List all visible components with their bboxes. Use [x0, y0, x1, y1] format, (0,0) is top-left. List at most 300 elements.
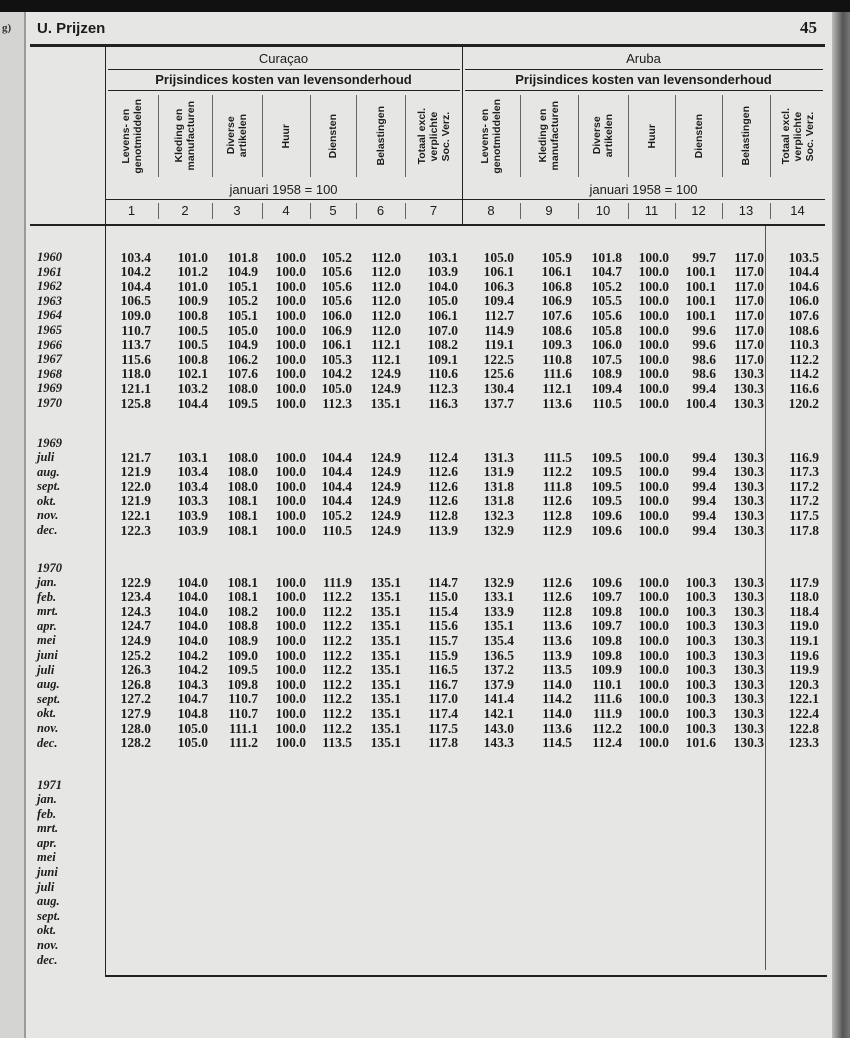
index-value: 100.8	[177, 351, 208, 367]
header-bottom-rule	[30, 224, 825, 226]
index-value: 117.5	[428, 720, 458, 736]
row-label: sept.	[37, 691, 61, 706]
index-value: 100.5	[177, 322, 208, 338]
row-label: dec.	[37, 523, 58, 537]
index-value: 121.1	[120, 380, 151, 396]
index-value: 116.6	[789, 380, 819, 396]
index-value: 104.0	[177, 574, 208, 590]
index-value: 130.3	[733, 720, 764, 736]
index-value: 122.1	[788, 691, 819, 707]
index-value: 100.0	[275, 589, 306, 605]
row-label: 1964	[37, 308, 62, 323]
table-row	[30, 479, 825, 494]
index-value: 130.3	[733, 676, 764, 692]
index-value: 106.0	[321, 307, 352, 323]
column-divider	[262, 95, 263, 177]
row-label: juli	[37, 662, 55, 677]
table-row	[30, 938, 105, 953]
index-value: 103.4	[177, 478, 208, 494]
index-value: 100.0	[275, 691, 306, 707]
index-value: 124.9	[370, 478, 401, 494]
table-row	[30, 821, 105, 836]
row-label: mei	[37, 850, 56, 865]
rule	[465, 90, 823, 91]
column-number: 9	[545, 203, 553, 218]
index-value: 123.3	[788, 735, 819, 751]
index-value: 100.0	[275, 522, 306, 538]
index-value: 109.1	[427, 351, 458, 367]
region-subtitle-curacao: Prijsindices kosten van levensonderhoud	[155, 72, 412, 87]
row-label: mrt.	[37, 604, 59, 619]
index-value: 105.2	[321, 507, 352, 523]
column-header-label: Huur	[280, 123, 292, 149]
row-label: jan.	[37, 792, 57, 806]
index-value: 112.2	[789, 351, 819, 367]
column-header	[212, 92, 262, 180]
index-value: 109.5	[591, 449, 622, 465]
index-value: 106.1	[321, 337, 352, 353]
index-value: 124.9	[370, 380, 401, 396]
index-value: 112.2	[322, 589, 352, 605]
page-number: 45	[800, 18, 817, 37]
index-value: 122.0	[120, 478, 151, 494]
index-value: 104.2	[321, 366, 352, 382]
index-value: 104.8	[177, 705, 208, 721]
index-value: 127.2	[120, 691, 151, 707]
index-value: 104.2	[177, 647, 208, 663]
index-value: 112.3	[428, 380, 458, 396]
index-value: 109.5	[591, 478, 622, 494]
index-value: 116.5	[428, 662, 458, 678]
year-heading: 1969	[37, 436, 62, 450]
column-number: 14	[790, 203, 805, 218]
column-header	[356, 92, 405, 180]
index-value: 121.9	[120, 493, 151, 509]
index-value: 100.0	[638, 249, 669, 265]
index-value: 105.8	[591, 322, 622, 338]
row-label: feb.	[37, 806, 57, 821]
index-value: 100.0	[275, 264, 306, 280]
index-value: 117.3	[789, 464, 819, 480]
index-value: 112.6	[428, 478, 458, 494]
index-value: 123.4	[120, 589, 151, 605]
index-value: 100.1	[685, 293, 716, 309]
index-value: 116.7	[428, 676, 458, 692]
index-value: 137.7	[483, 395, 514, 411]
index-value: 102.1	[177, 366, 208, 382]
index-value: 135.1	[370, 735, 401, 751]
column-header	[520, 92, 578, 180]
index-value: 108.1	[227, 574, 258, 590]
table-row	[30, 894, 105, 909]
index-value: 103.4	[120, 249, 151, 265]
row-label: 1961	[37, 264, 62, 279]
column-divider	[628, 95, 629, 177]
index-value: 103.9	[427, 264, 458, 280]
index-value: 110.7	[228, 705, 258, 721]
index-value: 108.0	[227, 478, 258, 494]
index-value: 100.0	[638, 603, 669, 619]
index-value: 124.9	[370, 507, 401, 523]
year-heading: 1971	[37, 778, 62, 792]
index-value: 115.6	[428, 618, 458, 634]
index-value: 112.7	[484, 307, 514, 323]
column-header-label: Diensten	[327, 113, 339, 159]
index-value: 109.8	[591, 632, 622, 648]
row-label: 1960	[37, 250, 62, 264]
column-divider	[770, 95, 771, 177]
index-value: 100.3	[685, 705, 716, 721]
index-value: 124.3	[120, 603, 151, 619]
index-value: 107.6	[788, 307, 819, 323]
index-value: 105.2	[227, 293, 258, 309]
index-value: 99.4	[692, 449, 716, 465]
index-value: 117.8	[789, 522, 819, 538]
index-value: 100.3	[685, 589, 716, 605]
index-value: 108.2	[427, 337, 458, 353]
previous-page-fragment: g)	[2, 22, 12, 34]
index-value: 108.0	[227, 464, 258, 480]
index-value: 114.0	[542, 705, 572, 721]
table-row	[30, 850, 105, 865]
index-value: 105.1	[227, 307, 258, 323]
index-value: 114.9	[484, 322, 514, 338]
index-value: 113.9	[428, 522, 458, 538]
index-value: 124.9	[370, 449, 401, 465]
column-number: 7	[429, 203, 438, 218]
index-value: 100.0	[638, 351, 669, 367]
index-value: 109.6	[591, 522, 622, 538]
index-value: 100.3	[685, 603, 716, 619]
index-value: 115.0	[428, 589, 458, 605]
base-period-label: januari 1958 = 100	[589, 182, 698, 197]
index-value: 111.6	[593, 691, 622, 707]
index-value: 100.4	[685, 395, 716, 411]
index-value: 124.9	[120, 632, 151, 648]
index-value: 117.5	[789, 507, 819, 523]
index-value: 135.1	[370, 395, 401, 411]
index-value: 108.6	[541, 322, 572, 338]
index-value: 99.6	[692, 337, 716, 353]
column-header	[105, 92, 158, 180]
index-value: 135.1	[370, 691, 401, 707]
index-value: 135.1	[370, 574, 401, 590]
index-value: 109.8	[591, 603, 622, 619]
index-value: 135.1	[370, 676, 401, 692]
index-value: 108.0	[227, 380, 258, 396]
column-number: 10	[595, 203, 611, 218]
index-value: 104.2	[120, 264, 151, 280]
index-value: 114.2	[542, 691, 572, 707]
table-row	[30, 352, 825, 367]
rule	[105, 199, 825, 200]
year-heading: 1970	[37, 561, 62, 575]
index-value: 112.1	[371, 351, 401, 367]
index-value: 116.3	[428, 395, 458, 411]
index-value: 100.0	[638, 478, 669, 494]
row-label: nov.	[37, 721, 59, 735]
index-value: 111.1	[229, 720, 258, 736]
table-row	[30, 692, 825, 707]
table-row	[30, 807, 105, 822]
row-label: 1963	[37, 293, 62, 308]
region-subtitle-aruba: Prijsindices kosten van levensonderhoud	[515, 72, 772, 87]
rule	[108, 90, 460, 91]
index-value: 109.4	[591, 380, 622, 396]
column-header-label: Levens- en genotmiddelen	[479, 98, 503, 174]
index-value: 128.2	[120, 735, 151, 751]
index-value: 101.0	[177, 278, 208, 294]
column-header	[405, 92, 462, 180]
index-value: 112.0	[371, 249, 401, 265]
index-value: 130.3	[733, 662, 764, 678]
index-value: 99.4	[692, 507, 716, 523]
index-value: 131.3	[483, 449, 514, 465]
index-value: 100.0	[275, 478, 306, 494]
index-value: 109.7	[591, 618, 622, 634]
index-value: 112.8	[428, 507, 458, 523]
index-value: 133.1	[483, 589, 514, 605]
row-label: 1967	[37, 352, 62, 367]
table-row	[30, 396, 825, 411]
index-value: 113.6	[542, 618, 572, 634]
column-number: 1	[127, 203, 136, 218]
index-value: 122.3	[120, 522, 151, 538]
index-value: 100.0	[638, 395, 669, 411]
row-label: feb.	[37, 589, 57, 604]
index-value: 143.3	[483, 735, 514, 751]
index-value: 112.2	[592, 720, 622, 736]
index-value: 103.4	[177, 464, 208, 480]
index-value: 130.3	[733, 647, 764, 663]
table-row	[30, 880, 105, 895]
index-value: 103.9	[177, 522, 208, 538]
table-row	[30, 338, 825, 353]
index-value: 130.3	[733, 522, 764, 538]
index-value: 105.6	[591, 307, 622, 323]
index-value: 100.1	[685, 264, 716, 280]
index-value: 104.4	[177, 395, 208, 411]
index-value: 100.5	[177, 337, 208, 353]
index-value: 100.0	[638, 676, 669, 692]
index-value: 109.9	[591, 662, 622, 678]
index-value: 118.0	[121, 366, 151, 382]
index-value: 100.0	[275, 307, 306, 323]
index-value: 131.9	[483, 464, 514, 480]
index-value: 104.2	[177, 662, 208, 678]
table-row	[30, 792, 105, 807]
index-value: 100.0	[275, 507, 306, 523]
index-value: 105.0	[177, 735, 208, 751]
index-value: 108.1	[227, 589, 258, 605]
index-value: 107.5	[591, 351, 622, 367]
index-value: 107.6	[227, 366, 258, 382]
table-row	[30, 575, 825, 590]
index-value: 100.0	[638, 493, 669, 509]
index-value: 100.3	[685, 632, 716, 648]
index-value: 108.9	[591, 366, 622, 382]
index-value: 135.1	[370, 589, 401, 605]
index-value: 141.4	[483, 691, 514, 707]
top-rule	[30, 44, 825, 47]
table-row	[30, 590, 825, 605]
index-value: 113.6	[542, 720, 572, 736]
index-value: 100.3	[685, 618, 716, 634]
row-label: okt.	[37, 493, 57, 508]
index-value: 124.9	[370, 493, 401, 509]
index-value: 106.9	[541, 293, 572, 309]
index-value: 99.4	[692, 478, 716, 494]
index-value: 112.0	[371, 278, 401, 294]
index-value: 112.6	[542, 574, 572, 590]
index-value: 126.8	[120, 676, 151, 692]
row-label: juli	[37, 450, 55, 464]
column-number: 8	[487, 203, 495, 218]
column-divider	[722, 95, 723, 177]
index-value: 125.8	[120, 395, 151, 411]
index-value: 100.0	[638, 264, 669, 280]
index-value: 109.6	[591, 574, 622, 590]
index-value: 112.6	[428, 464, 458, 480]
table-row	[30, 736, 825, 751]
index-value: 101.8	[591, 249, 622, 265]
index-value: 106.1	[483, 264, 514, 280]
column-divider	[356, 95, 357, 177]
index-value: 109.4	[483, 293, 514, 309]
index-value: 105.6	[321, 293, 352, 309]
index-value: 119.6	[789, 647, 819, 663]
row-label: nov.	[37, 508, 59, 523]
index-value: 130.3	[733, 574, 764, 590]
index-value: 114.0	[542, 676, 572, 692]
table-row	[30, 663, 825, 678]
index-value: 110.5	[592, 395, 622, 411]
column-header-label: Levens- en genotmiddelen	[119, 98, 144, 174]
row-label: 1966	[37, 337, 62, 352]
column-divider	[405, 95, 406, 177]
table-row	[30, 923, 105, 938]
index-value: 130.3	[733, 632, 764, 648]
index-value: 125.6	[483, 366, 514, 382]
index-value: 130.3	[733, 493, 764, 509]
table-row	[30, 450, 825, 465]
index-value: 100.0	[638, 589, 669, 605]
index-value: 100.0	[275, 322, 306, 338]
index-value: 135.1	[370, 618, 401, 634]
index-value: 117.0	[734, 264, 764, 280]
column-header	[462, 92, 520, 180]
index-value: 137.9	[483, 676, 514, 692]
index-value: 100.0	[638, 507, 669, 523]
table-row	[30, 721, 825, 736]
index-value: 112.2	[322, 720, 352, 736]
index-value: 99.4	[692, 464, 716, 480]
index-value: 111.8	[543, 478, 572, 494]
index-value: 117.0	[734, 351, 764, 367]
index-value: 113.6	[542, 632, 572, 648]
table-row	[30, 865, 105, 880]
index-value: 142.1	[483, 705, 514, 721]
index-value: 109.8	[591, 647, 622, 663]
index-value: 130.3	[733, 478, 764, 494]
index-value: 105.0	[321, 380, 352, 396]
index-value: 112.2	[322, 705, 352, 721]
table-row	[30, 836, 105, 851]
column-header	[628, 92, 675, 180]
index-value: 121.9	[120, 464, 151, 480]
index-value: 103.1	[427, 249, 458, 265]
index-value: 100.0	[638, 366, 669, 382]
index-value: 120.2	[788, 395, 819, 411]
column-header	[770, 92, 825, 180]
index-value: 120.3	[788, 676, 819, 692]
column-number: 5	[329, 203, 337, 218]
index-value: 135.1	[370, 603, 401, 619]
column-header-label: Diensten	[692, 113, 705, 159]
index-value: 104.0	[177, 603, 208, 619]
index-value: 109.3	[541, 337, 572, 353]
index-value: 118.0	[789, 589, 819, 605]
index-value: 110.7	[121, 322, 151, 338]
index-value: 135.1	[370, 632, 401, 648]
column-divider	[212, 95, 213, 177]
row-label: 1970	[37, 396, 62, 410]
index-value: 100.3	[685, 676, 716, 692]
column-header-label: Diverse artikelen	[225, 114, 249, 158]
column-number: 4	[282, 203, 290, 218]
index-value: 112.2	[542, 464, 572, 480]
row-label: juni	[37, 865, 58, 879]
index-value: 100.0	[275, 632, 306, 648]
index-value: 112.6	[428, 493, 458, 509]
index-value: 104.4	[788, 264, 819, 280]
column-number: 13	[738, 203, 754, 218]
index-value: 100.0	[638, 322, 669, 338]
index-value: 100.3	[685, 691, 716, 707]
index-value: 130.3	[733, 380, 764, 396]
index-value: 117.0	[428, 691, 458, 707]
index-value: 117.8	[428, 735, 458, 751]
index-value: 108.8	[227, 618, 258, 634]
index-value: 130.3	[733, 464, 764, 480]
index-value: 105.0	[427, 293, 458, 309]
row-label: dec.	[37, 952, 58, 967]
row-label: 1965	[37, 323, 62, 337]
index-value: 100.0	[638, 464, 669, 480]
index-value: 113.7	[121, 337, 151, 353]
index-value: 131.8	[483, 478, 514, 494]
index-value: 101.6	[685, 735, 716, 751]
index-value: 108.1	[227, 507, 258, 523]
index-value: 105.0	[177, 720, 208, 736]
index-value: 135.1	[370, 647, 401, 663]
index-value: 111.9	[323, 574, 352, 590]
index-value: 112.1	[371, 337, 401, 353]
row-label: okt.	[37, 706, 57, 721]
index-value: 117.0	[734, 337, 764, 353]
index-value: 112.1	[542, 380, 572, 396]
row-label: 1962	[37, 279, 62, 294]
index-value: 109.0	[120, 307, 151, 323]
index-value: 103.3	[177, 493, 208, 509]
index-value: 104.3	[177, 676, 208, 692]
index-value: 99.6	[692, 322, 716, 338]
index-value: 106.0	[788, 293, 819, 309]
index-value: 100.0	[638, 278, 669, 294]
index-value: 100.8	[177, 307, 208, 323]
index-value: 130.3	[733, 366, 764, 382]
index-value: 103.2	[177, 380, 208, 396]
